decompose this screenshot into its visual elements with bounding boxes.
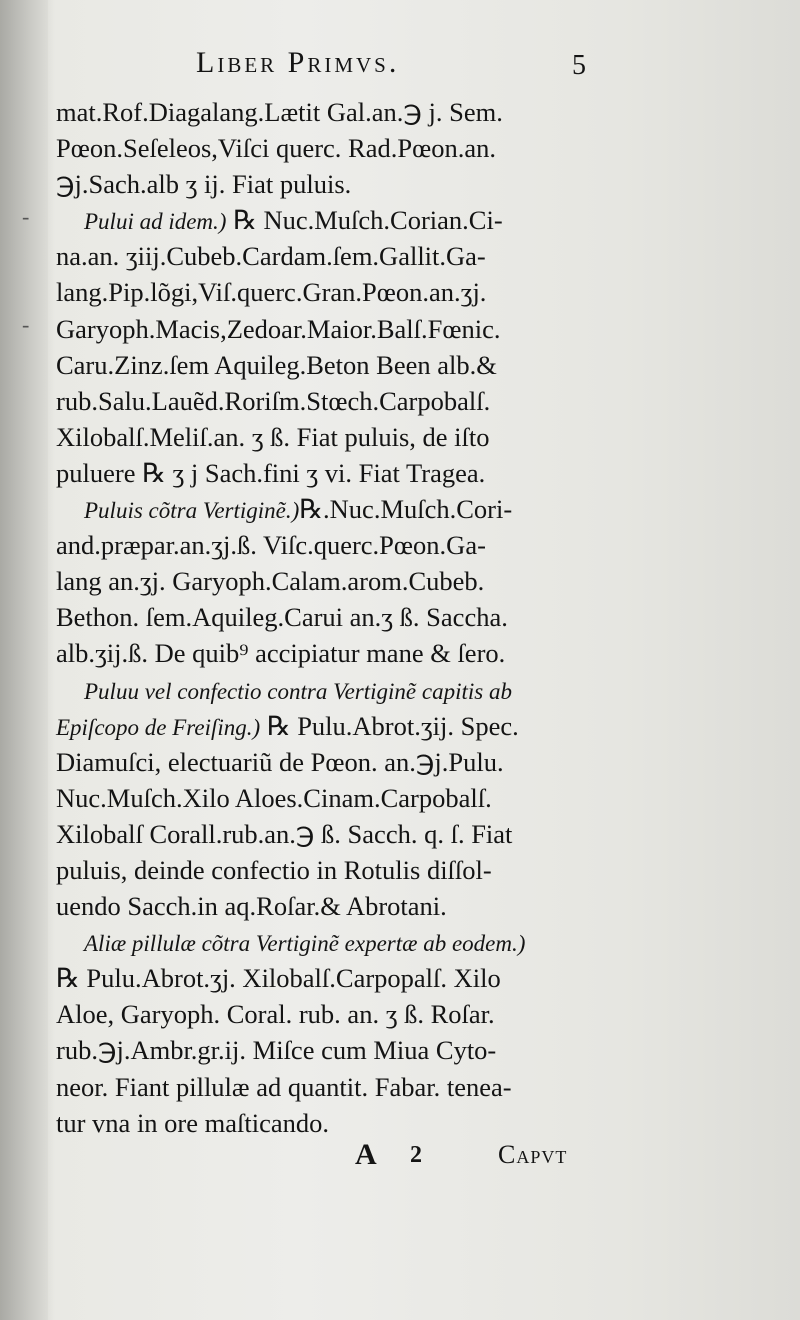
catchword: Capvt — [498, 1140, 568, 1169]
text-run: ℞ Nuc.Muſch.Corian.Ci- — [233, 205, 503, 236]
text-line: na.an. ʒiij.Cubeb.Cardam.ſem.Gallit.Ga- — [56, 241, 486, 272]
text-line: uendo Sacch.in aq.Roſar.& Abrotani. — [56, 891, 447, 922]
recipe-heading: Puluis cõtra Vertiginẽ.) — [84, 498, 300, 524]
text-line: tur vna in ore maſticando. — [56, 1107, 330, 1138]
text-line — [56, 708, 596, 744]
text-line: lang an.ʒj. Garyoph.Calam.arom.Cubeb. — [56, 566, 485, 597]
running-head: Liber Primvs. — [196, 46, 400, 79]
text-line: ℞ Pulu.Abrot.ʒj. Xilobalſ.Carpopalſ. Xilo — [56, 963, 501, 994]
margin-mark: - — [22, 312, 30, 337]
text-line — [56, 672, 596, 708]
text-line: mat.Rof.Diagalang.Lætit Gal.an.℈ j. Sem. — [56, 97, 503, 127]
text-line — [56, 924, 596, 960]
text-line: Garyoph.Macis,Zedoar.Maior.Balſ.Fœnic. — [56, 313, 501, 344]
text-run: ℞ Pulu.Abrot.ʒij. Spec. — [266, 710, 519, 741]
page-footer — [0, 1138, 800, 1178]
recipe-heading: Aliæ pillulæ cõtra Vertiginẽ expertæ ab eodem.) — [84, 931, 526, 957]
signature-mark: A — [355, 1138, 377, 1171]
text-line: puluis, deinde confectio in Rotulis diſſol- — [56, 854, 492, 885]
body-text — [56, 94, 596, 1141]
text-line: alb.ʒij.ß. De quib⁹ accipiatur mane & ſero. — [56, 638, 506, 669]
text-line — [56, 202, 596, 238]
text-line: rub.Salu.Lauẽd.Roriſm.Stœch.Carpobalſ. — [56, 385, 491, 416]
text-line — [56, 491, 596, 527]
text-line: neor. Fiant pillulæ ad quantit. Fabar. tenea- — [56, 1071, 512, 1102]
text-run: ℞.Nuc.Muſch.Cori- — [299, 494, 513, 525]
margin-mark: - — [22, 204, 30, 229]
text-line: Diamuſci, electuariũ de Pœon. an.℈j.Pulu. — [56, 746, 504, 777]
text-line: lang.Pip.lõgi,Viſ.querc.Gran.Pœon.an.ʒj. — [56, 277, 487, 308]
text-line: Xilobalſ.Meliſ.an. ʒ ß. Fiat puluis, de iſto — [56, 421, 490, 452]
text-line: Nuc.Muſch.Xilo Aloes.Cinam.Carpobalſ. — [56, 782, 492, 813]
text-line: rub.℈j.Ambr.gr.ij. Miſce cum Miua Cyto- — [56, 1035, 497, 1066]
text-line: Bethon. ſem.Aquileg.Carui an.ʒ ß. Saccha. — [56, 602, 508, 633]
signature-number: 2 — [410, 1142, 422, 1168]
text-line: and.præpar.an.ʒj.ß. Viſc.querc.Pœon.Ga- — [56, 530, 486, 561]
recipe-heading: Epiſcopo de Freiſing.) — [56, 714, 261, 740]
text-line: Aloe, Garyoph. Coral. rub. an. ʒ ß. Roſar. — [56, 999, 495, 1030]
recipe-heading: Puluu vel confectio contra Vertiginẽ capitis ab — [84, 678, 512, 704]
recipe-heading: Pului ad idem.) — [84, 209, 227, 235]
text-line: Caru.Zinz.ſem Aquileg.Beton Been alb.& — [56, 349, 497, 380]
text-line: Pœon.Seſeleos,Viſci querc. Rad.Pœon.an. — [56, 133, 497, 164]
page-number: 5 — [572, 50, 586, 81]
text-line: puluere ℞ ʒ j Sach.fini ʒ vi. Fiat Tragea. — [56, 457, 486, 488]
page-gutter — [0, 0, 48, 1320]
text-line: ℈j.Sach.alb ʒ ij. Fiat puluis. — [56, 169, 352, 200]
text-line: Xilobalſ Corall.rub.an.℈ ß. Sacch. q. ſ. Fiat — [56, 818, 513, 849]
